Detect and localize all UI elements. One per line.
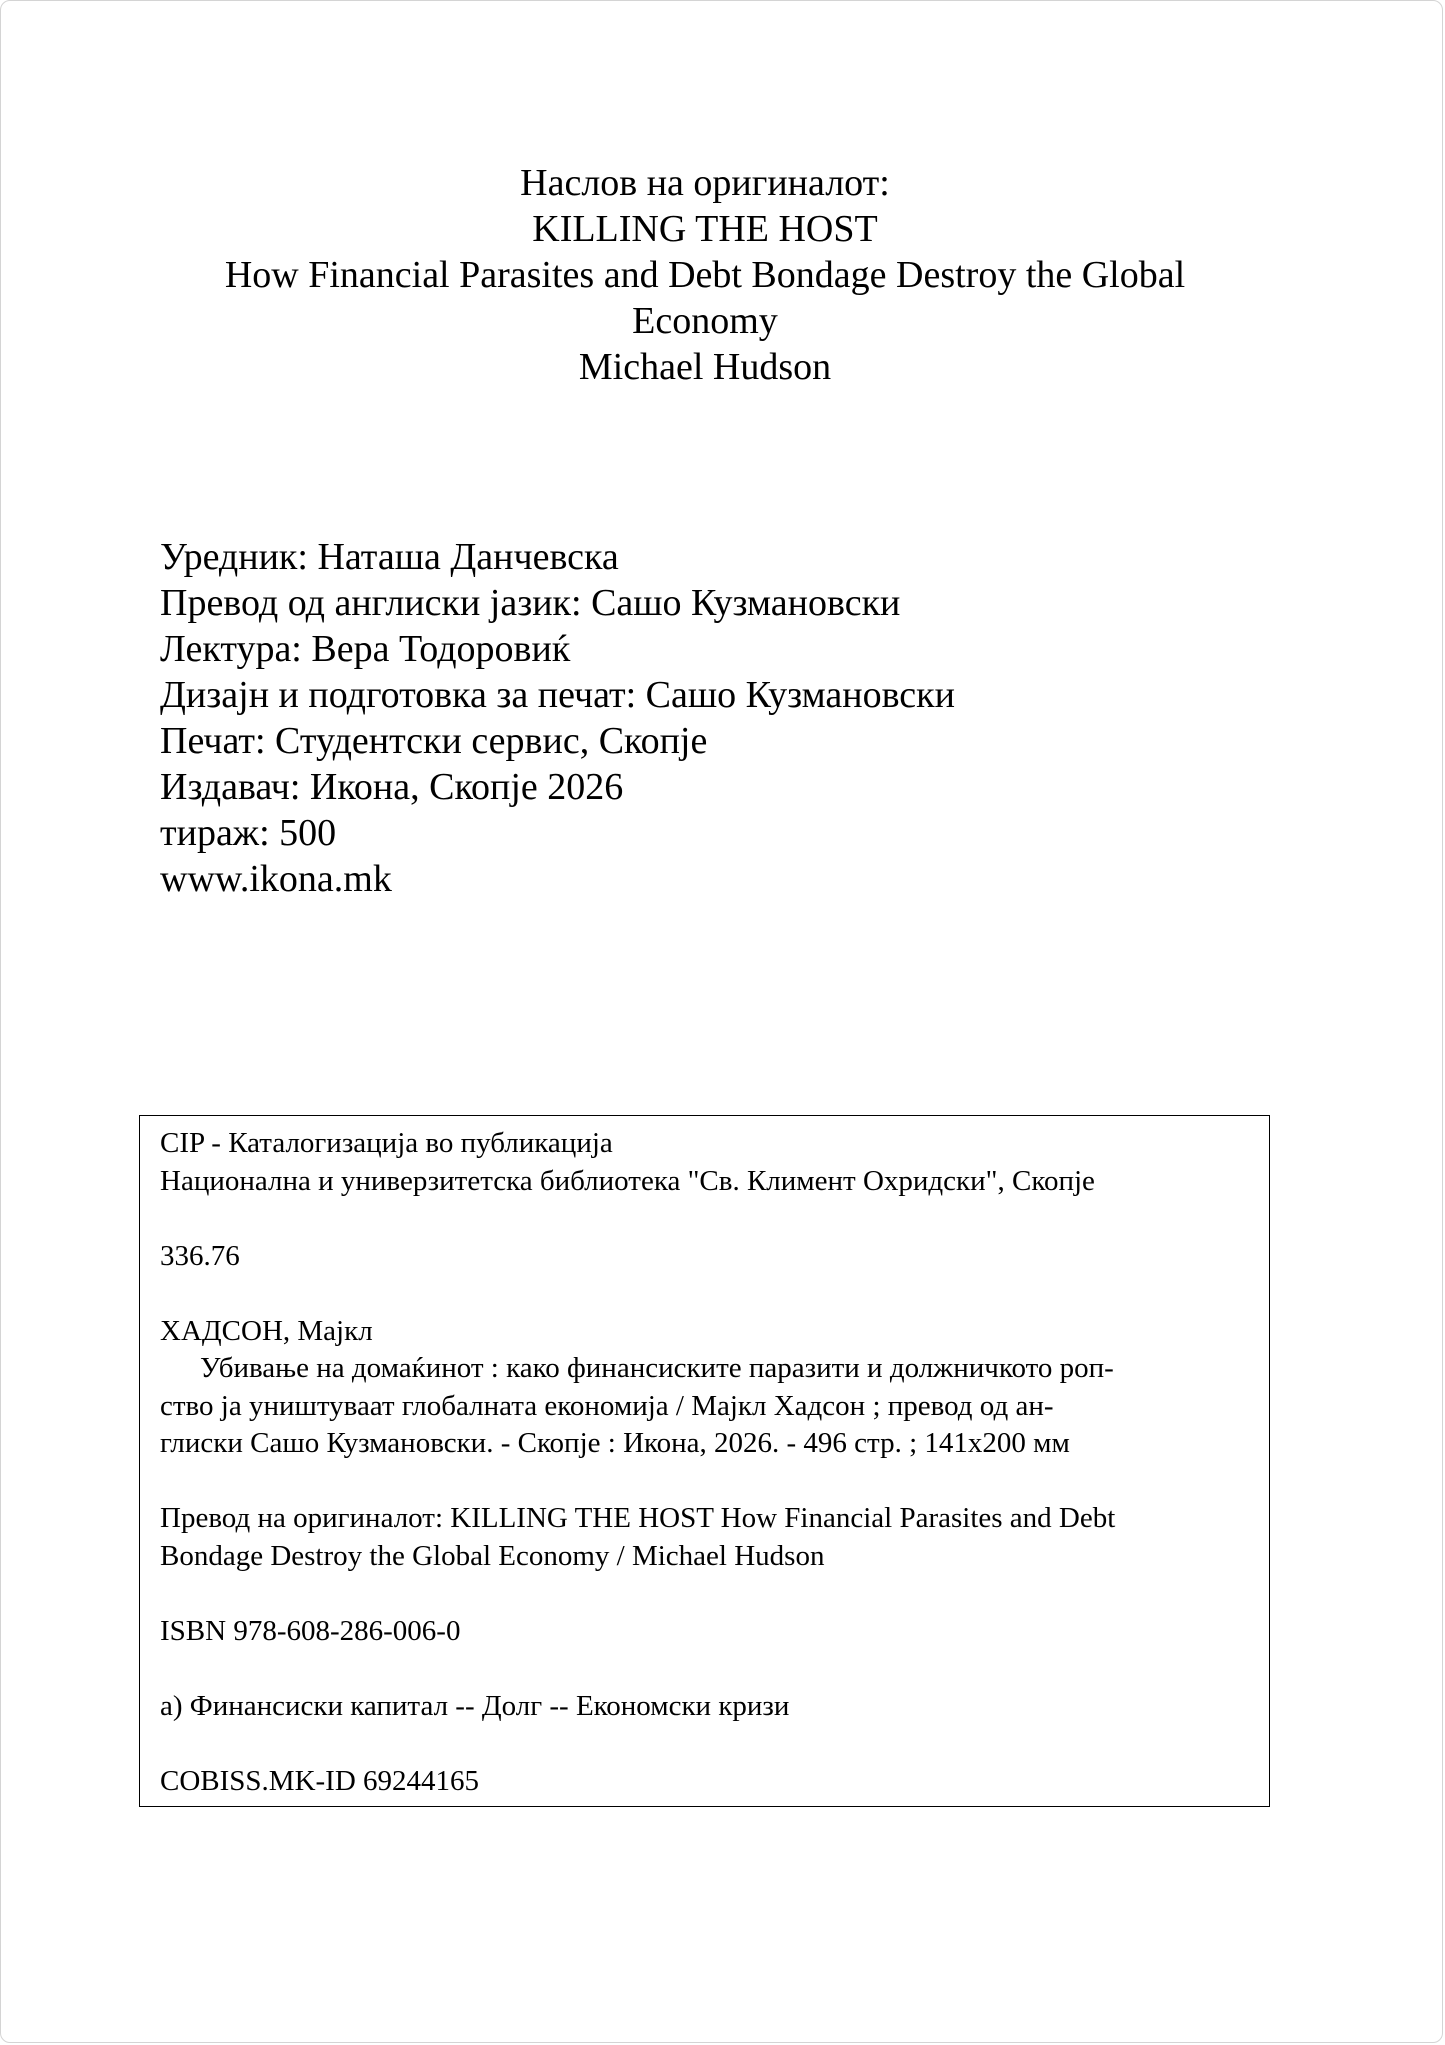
original-subtitle-line-1: How Financial Parasites and Debt Bondage Destroy the Global xyxy=(224,254,1186,296)
cip-header-line-2: Национална и универзитетска библиотека "Св. Климент Охридски", Скопје xyxy=(160,1164,1095,1197)
credit-design: Дизајн и подготовка за печат: Сашо Кузмановски xyxy=(160,674,955,716)
cip-header-line-1: CIP - Каталогизација во публикација xyxy=(160,1127,613,1159)
cip-description-line-1: Убивање на домаќинот : како финансиските паразити и должничкото роп- xyxy=(200,1352,1114,1384)
cip-spacer xyxy=(160,1200,1249,1238)
original-title-block xyxy=(160,160,1250,390)
credit-translation: Превод од англиски јазик: Сашо Кузмановски xyxy=(160,582,901,624)
cip-subjects: а) Финансиски капитал -- Долг -- Економски кризи xyxy=(160,1689,790,1722)
cip-spacer xyxy=(160,1275,1249,1313)
credit-website: www.ikona.mk xyxy=(160,858,392,900)
cip-original-note-line-1: Превод на оригиналот: KILLING THE HOST How Financial Parasites and Debt xyxy=(160,1502,1116,1534)
original-title: KILLING THE HOST xyxy=(532,208,878,250)
cip-description-line-2: ство ја уништуваат глобалната економија / Мајкл Хадсон ; превод од ан- xyxy=(160,1389,1054,1422)
cip-original-note-line-2: Bondage Destroy the Global Economy / Michael Hudson xyxy=(160,1539,825,1572)
credits-block xyxy=(160,534,955,902)
original-author: Michael Hudson xyxy=(578,346,832,388)
cip-udc: 336.76 xyxy=(160,1239,240,1272)
cip-spacer xyxy=(160,1463,1249,1501)
cip-spacer xyxy=(160,1650,1249,1688)
cip-spacer xyxy=(160,1725,1249,1763)
cip-cobiss-id: COBISS.MK-ID 69244165 xyxy=(160,1764,480,1797)
original-title-label: Наслов на оригиналот: xyxy=(520,162,890,204)
credit-proofreading: Лектура: Вера Тодоровиќ xyxy=(160,628,571,670)
credit-printing: Печат: Студентски сервис, Скопје xyxy=(160,720,708,762)
original-subtitle-line-2: Economy xyxy=(632,300,778,342)
cip-spacer xyxy=(160,1575,1249,1613)
cip-author-heading: ХАДСОН, Мајкл xyxy=(160,1314,373,1347)
cip-record-box xyxy=(139,1115,1270,1807)
cip-description-line-3: глиски Сашо Кузмановски. - Скопје : Икона, 2026. - 496 стр. ; 141x200 мм xyxy=(160,1427,1070,1459)
cip-isbn: ISBN 978-608-286-006-0 xyxy=(160,1614,461,1647)
credit-publisher: Издавач: Икона, Скопје 2026 xyxy=(160,766,624,808)
credit-editor: Уредник: Наташа Данчевска xyxy=(160,536,619,578)
credit-print-run: тираж: 500 xyxy=(160,812,337,854)
